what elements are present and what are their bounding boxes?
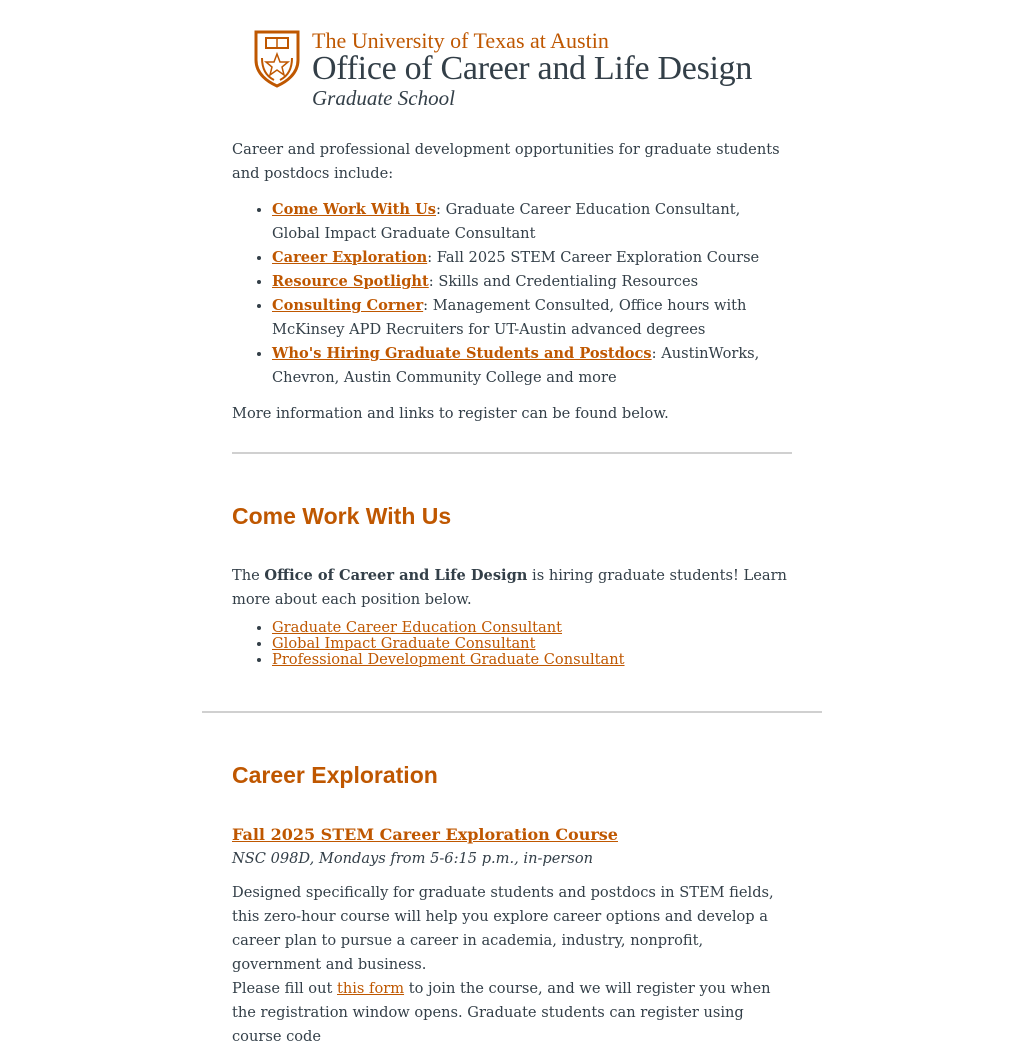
topics-list: [232, 198, 792, 390]
course-description: Designed specifically for graduate students and postdocs in STEM fields, this zero-hour course will help you explore career options and develop a career plan to pursue a career in academia, industry, nonprofit, government and business.: [232, 884, 774, 973]
course-title: [232, 823, 792, 847]
link-resource-spotlight[interactable]: Resource Spotlight: [272, 273, 429, 290]
link-graduate-career-education-consultant[interactable]: Graduate Career Education Consultant: [272, 619, 563, 636]
list-item: [272, 652, 792, 668]
list-item-desc: : Management Consulted, Office hours with McKinsey APD Recruiters for UT-Austin advanced degrees: [272, 297, 747, 338]
link-stem-course[interactable]: Fall 2025 STEM Career Exploration Course: [232, 825, 618, 844]
school-name: Graduate School: [312, 86, 455, 110]
divider: [202, 711, 822, 713]
link-come-work-with-us[interactable]: Come Work With Us: [272, 201, 437, 218]
hiring-text: [232, 564, 792, 612]
list-item-desc: : Skills and Credentialing Resources: [428, 273, 699, 290]
text: is hiring graduate students! Learn more about each position below.: [232, 567, 787, 608]
list-item: [272, 620, 792, 636]
list-item: [272, 270, 792, 294]
positions-list: [232, 620, 792, 668]
list-item-desc: : Fall 2025 STEM Career Exploration Course: [427, 249, 760, 266]
link-global-impact-graduate-consultant[interactable]: Global Impact Graduate Consultant: [272, 635, 536, 652]
heading-come-work-with-us: Come Work With Us: [232, 503, 452, 529]
list-item: [272, 198, 792, 246]
heading-career-exploration: Career Exploration: [232, 762, 438, 788]
come-work-section: [232, 564, 792, 668]
career-exploration-section: [232, 823, 792, 1049]
link-career-exploration[interactable]: Career Exploration: [272, 249, 428, 266]
intro-section: [232, 138, 792, 426]
list-item-desc: : AustinWorks, Chevron, Austin Community College and more: [272, 345, 760, 386]
divider: [232, 452, 792, 454]
office-name: Office of Career and Life Design: [312, 50, 753, 87]
list-item: [272, 636, 792, 652]
more-info-text: More information and links to register can be found below.: [232, 405, 669, 422]
list-item-desc: : Graduate Career Education Consultant, Global Impact Graduate Consultant: [272, 201, 741, 242]
university-name: The University of Texas at Austin: [312, 28, 609, 53]
link-whos-hiring[interactable]: Who's Hiring Graduate Students and Postdocs: [272, 345, 652, 362]
link-professional-development-consultant[interactable]: Professional Development Graduate Consultant: [272, 651, 625, 668]
form-text: [232, 977, 792, 1049]
list-item: [272, 246, 792, 270]
office-logo: [254, 28, 774, 112]
text: to join the course, and we will register you when the registration window opens. Graduate students can register using course code: [232, 980, 771, 1045]
list-item: [272, 294, 792, 342]
link-consulting-corner[interactable]: Consulting Corner: [272, 297, 424, 314]
text: Please fill out: [232, 980, 337, 997]
office-name-bold: Office of Career and Life Design: [264, 567, 528, 584]
course-meta: NSC 098D, Mondays from 5-6:15 p.m., in-person: [232, 850, 594, 867]
link-this-form[interactable]: this form: [337, 980, 405, 997]
ut-shield-icon: [254, 30, 300, 88]
list-item: [272, 342, 792, 390]
intro-text: Career and professional development opportunities for graduate students and postdocs include:: [232, 141, 780, 182]
text: The: [232, 567, 265, 584]
